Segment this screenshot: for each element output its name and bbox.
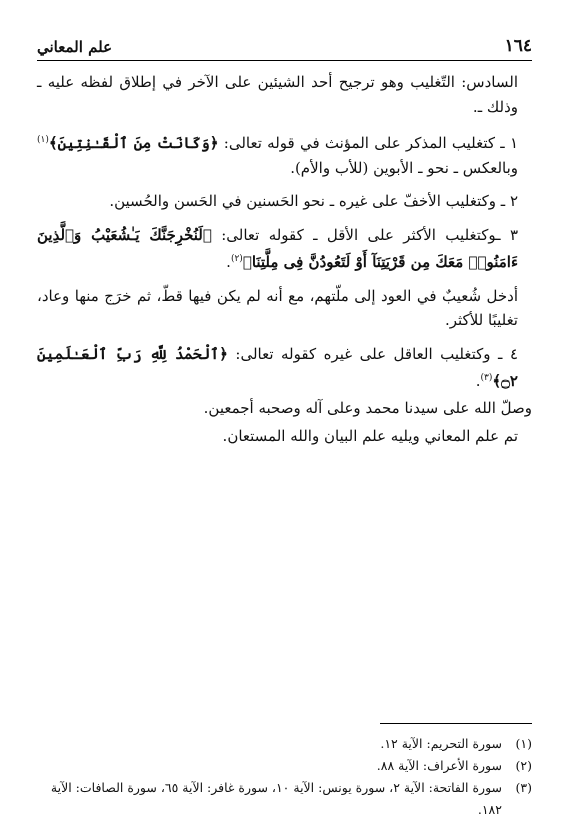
header-rule [37,60,532,61]
footnotes [37,733,532,821]
footnote-number: (١) [515,736,532,751]
footnote-2 [37,755,532,777]
quran-quote-1: ﴿وَكَانَتْ مِنَ ٱلْقَـٰنِتِينَ﴾ [48,134,219,152]
running-title: علم المعاني [37,38,113,56]
paragraph-salutation [37,396,532,421]
closing-text: تم علم المعاني ويليه علم البيان والله المستعان. [222,427,518,445]
item-2-text: ٢ ـ وكتغليب الأخفّ على غيره ـ نحو الحَسنين في الحَسن والحُسين. [109,192,518,210]
footnote-ref-3[interactable]: (٣) [480,373,493,383]
paragraph-explanation [37,284,532,333]
salutation-text: وصلّ الله على سيدنا محمد وعلى آله وصحبه أجمعين. [203,398,532,417]
footnote-rule [380,723,532,724]
footnote-text: سورة الأعراف: الآية ٨٨. [376,758,502,773]
footnote-text: سورة التحريم: الآية ١٢. [380,736,502,751]
paragraph-item-2 [37,189,532,214]
paragraph-item-1 [37,128,532,180]
item-4-text-b: . [475,372,481,390]
item-3-text-b: . [226,253,231,271]
quran-quote-2: ﴿لَنُخْرِجَنَّكَ يَـٰشُعَيْبُ وَٱلَّذِينَ ءَامَنُوا۟ مَعَكَ مِن قَرْيَتِنَآ أَوْ لَتَعُودُنَّ فِى مِلَّتِنَا﴾ [37,225,518,271]
item-1-text-a: ١ ـ كتغليب المذكر على المؤنث في قوله تعالى: [218,134,518,152]
footnote-1 [37,733,532,755]
footnote-number: (٣) [515,780,532,795]
item-3-text-a: ٣ ـوكتغليب الأكثر على الأقل ـ كقوله تعالى: [211,225,519,244]
main-text [37,70,532,458]
paragraph-item-4 [37,342,532,394]
item-4-text-a: ٤ ـ وكتغليب العاقل على غيره كقوله تعالى: [227,344,518,363]
footnote-number: (٢) [515,758,532,773]
page-header [37,36,532,60]
quran-quote-3: ﴿ٱلْحَمْدُ لِلَّهِ رَبِّ ٱلْعَـٰلَمِينَ ۝٢﴾ [37,344,518,390]
paragraph-closing [37,424,532,449]
explanation-text: أدخل شُعيبٌ في العود إلى ملّتهم، مع أنه لم يكن فيها قطّ، ثم خرَج منها وعاد، تغليبًا للأكثر. [37,286,518,329]
paragraph-definition [37,70,532,119]
footnote-3 [37,777,532,821]
footnote-ref-2[interactable]: (٢) [230,254,243,264]
item-1-text-b: وبالعكس ـ نحو ـ الأبوين (للأب والأم). [290,158,518,177]
page-number: ١٦٤ [504,36,532,56]
paragraph-item-3 [37,223,532,275]
definition-text: السادس: التّغليب وهو ترجيح أحد الشيئين على الآخر في إطلاق لفظه عليه ـ وذلك ـ. [37,73,518,116]
footnote-text: سورة الفاتحة: الآية ٢، سورة يونس: الآية ١٠، سورة غافر: الآية ٦٥، سورة الصافات: الآية ١٨٢. [50,780,502,817]
footnote-ref-1[interactable]: (١) [37,135,49,145]
